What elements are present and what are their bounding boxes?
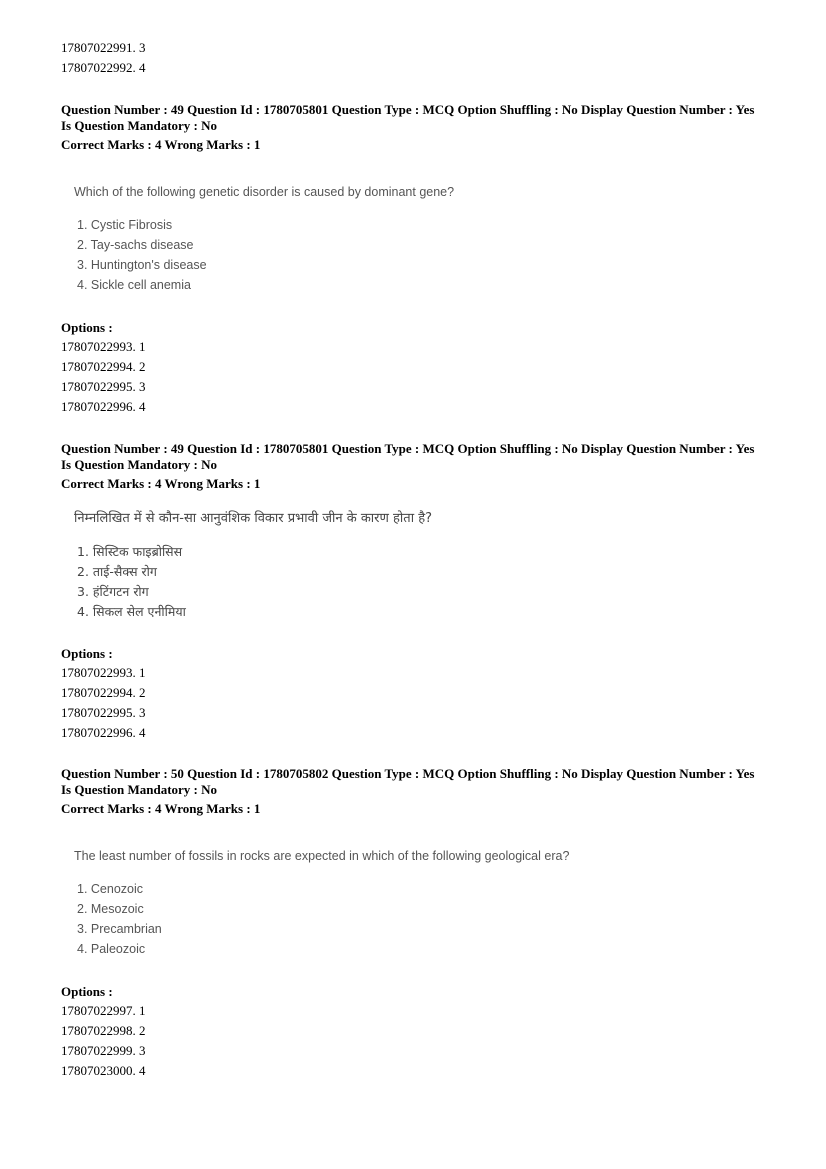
choice-item: 3. Precambrian [77, 922, 162, 936]
question-header: Question Number : 49 Question Id : 1780705801 Question Type : MCQ Option Shuffling : No Display Question Number : Yes [61, 441, 755, 456]
question-marks: Correct Marks : 4 Wrong Marks : 1 [61, 801, 261, 816]
options-label: Options : [61, 320, 113, 335]
choice-item: 2. Tay-sachs disease [77, 238, 194, 252]
option-line: 17807022995. 3 [61, 705, 146, 720]
options-label: Options : [61, 646, 113, 661]
choice-item: 4. Paleozoic [77, 942, 146, 956]
option-line: 17807022996. 4 [61, 399, 146, 414]
choice-item: 2. ताई-सैक्स रोग [77, 564, 157, 579]
question-mandatory: Is Question Mandatory : No [61, 457, 218, 472]
question-header: Question Number : 49 Question Id : 1780705801 Question Type : MCQ Option Shuffling : No Display Question Number : Yes [61, 102, 755, 117]
choice-item: 1. Cystic Fibrosis [77, 218, 173, 232]
option-line: 17807022999. 3 [61, 1043, 146, 1058]
choice-item: 4. Sickle cell anemia [77, 278, 191, 292]
option-line: 17807022994. 2 [61, 359, 146, 374]
question-text: निम्नलिखित में से कौन-सा आनुवंशिक विकार प्रभावी जीन के कारण होता है? [74, 511, 433, 526]
choice-item: 2. Mesozoic [77, 902, 144, 916]
question-marks: Correct Marks : 4 Wrong Marks : 1 [61, 137, 261, 152]
choice-item: 1. Cenozoic [77, 882, 144, 896]
option-line: 17807022998. 2 [61, 1023, 146, 1038]
question-mandatory: Is Question Mandatory : No [61, 782, 218, 797]
option-line: 17807022995. 3 [61, 379, 146, 394]
choice-item: 1. सिस्टिक फाइब्रोसिस [77, 544, 183, 559]
question-mandatory: Is Question Mandatory : No [61, 118, 218, 133]
question-header: Question Number : 50 Question Id : 1780705802 Question Type : MCQ Option Shuffling : No Display Question Number : Yes [61, 766, 755, 781]
question-text: The least number of fossils in rocks are expected in which of the following geological era? [74, 849, 570, 863]
question-marks: Correct Marks : 4 Wrong Marks : 1 [61, 476, 261, 491]
option-line: 17807022993. 1 [61, 665, 146, 680]
option-line: 17807022996. 4 [61, 725, 146, 740]
options-label: Options : [61, 984, 113, 999]
option-line: 17807023000. 4 [61, 1063, 146, 1078]
option-line: 17807022994. 2 [61, 685, 146, 700]
choice-item: 4. सिकल सेल एनीमिया [77, 604, 186, 619]
option-line: 17807022993. 1 [61, 339, 146, 354]
question-text: Which of the following genetic disorder is caused by dominant gene? [74, 185, 455, 199]
option-line: 17807022997. 1 [61, 1003, 146, 1018]
option-line: 17807022991. 3 [61, 40, 146, 55]
option-line: 17807022992. 4 [61, 60, 146, 75]
choice-item: 3. Huntington's disease [77, 258, 207, 272]
choice-item: 3. हंटिंगटन रोग [77, 584, 149, 599]
